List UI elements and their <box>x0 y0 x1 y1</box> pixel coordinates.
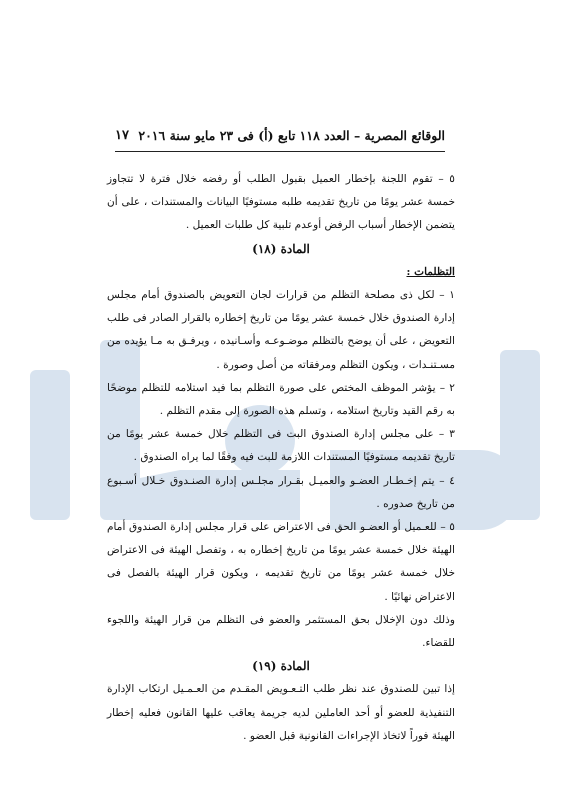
gazette-header <box>115 128 445 148</box>
paragraph-5-committee: ٥ – تقوم اللجنة بإخطار العميل بقبول الطلب أو رفضه خلال فترة لا تتجاوز خمسة عشر يومًا من تاريخ تقديمه طلبه مستوفيًا البيانات والمستندات ، على أن يتضمن الإخطار أسباب الرفض أوعدم تلبية كل طلبات العميل . <box>107 173 455 232</box>
article-18-heading: المادة (١٨) <box>252 241 310 256</box>
header-rule <box>115 151 445 152</box>
document-body <box>107 168 455 748</box>
page-number: ١٧ <box>115 128 129 143</box>
grievance-item-4: ٤ – يتم إخـطـار العضـو والعميـل بقـرار مجلـس إدارة الصنـدوق خـلال أسـبوع من تاريخ صدوره . <box>107 474 455 510</box>
grievances-subheading: التظلمات : <box>406 265 455 278</box>
grievance-item-2: ٢ – يؤشر الموظف المختص على صورة التظلم بما فيد استلامه للتظلم موضحًا به رقم القيد وتاريخ استلامه ، وتسلم هذه الصورة إلى مقدم التظلم . <box>107 381 455 418</box>
article-19-paragraph: إذا تبين للصندوق عند نظر طلب التـعـويض المقـدم من العـمـيل ارتكاب الإدارة التنفيذية للعضو أو أحد العاملين لديه جريمة يعاقب عليها القانون فعليه إخطار الهيئة فوراً لاتخاذ الإجراءات القانونية قبل العضو . <box>107 683 455 742</box>
gazette-title: الوقائع المصرية – العدد ١١٨ تابع (أ) فى ٢٣ مايو سنة ٢٠١٦ <box>138 128 445 143</box>
grievance-item-3: ٣ – على مجلس إدارة الصندوق البت فى التظلم خلال خمسة عشر يومًا من تاريخ تقديمه مستوفيًا المستندات اللازمة للبت فيه وفقًا لما يراه الصندوق . <box>107 428 455 464</box>
grievance-item-5: ٥ – للعـميل أو العضـو الحق فى الاعتراض على قرار مجلس إدارة الصندوق أمام الهيئة خلال خمسة عشر يومًا من تاريخ إخطاره به ، وتفصل الهيئة فى الاعتراض خلال خمسة عشر يومًا من تاريخ تقديمه ، ويكون قرار الهيئة بالفصل فى الاعتراض نهائيًا . <box>107 521 455 603</box>
closing-paragraph: وذلك دون الإخلال بحق المستثمر والعضو فى التظلم من قرار الهيئة واللجوء للقضاء. <box>107 613 455 650</box>
article-19-heading: المادة (١٩) <box>252 659 310 674</box>
grievance-item-1: ١ – لكل ذى مصلحة التظلم من قرارات لجان التعويض بالصندوق أمام مجلس إدارة الصندوق خلال خمسة عشر يومًا من تاريخ إخطاره بالقرار الصادر فى طلب التعويض ، على أن يوضح بالتظلم موضـوعـه وأسـانيده ، ويرفـق به مـا يؤيده من مسـتنـدات ، ويكون التظلم ومرفقاته من أصل وصورة . <box>107 289 455 371</box>
